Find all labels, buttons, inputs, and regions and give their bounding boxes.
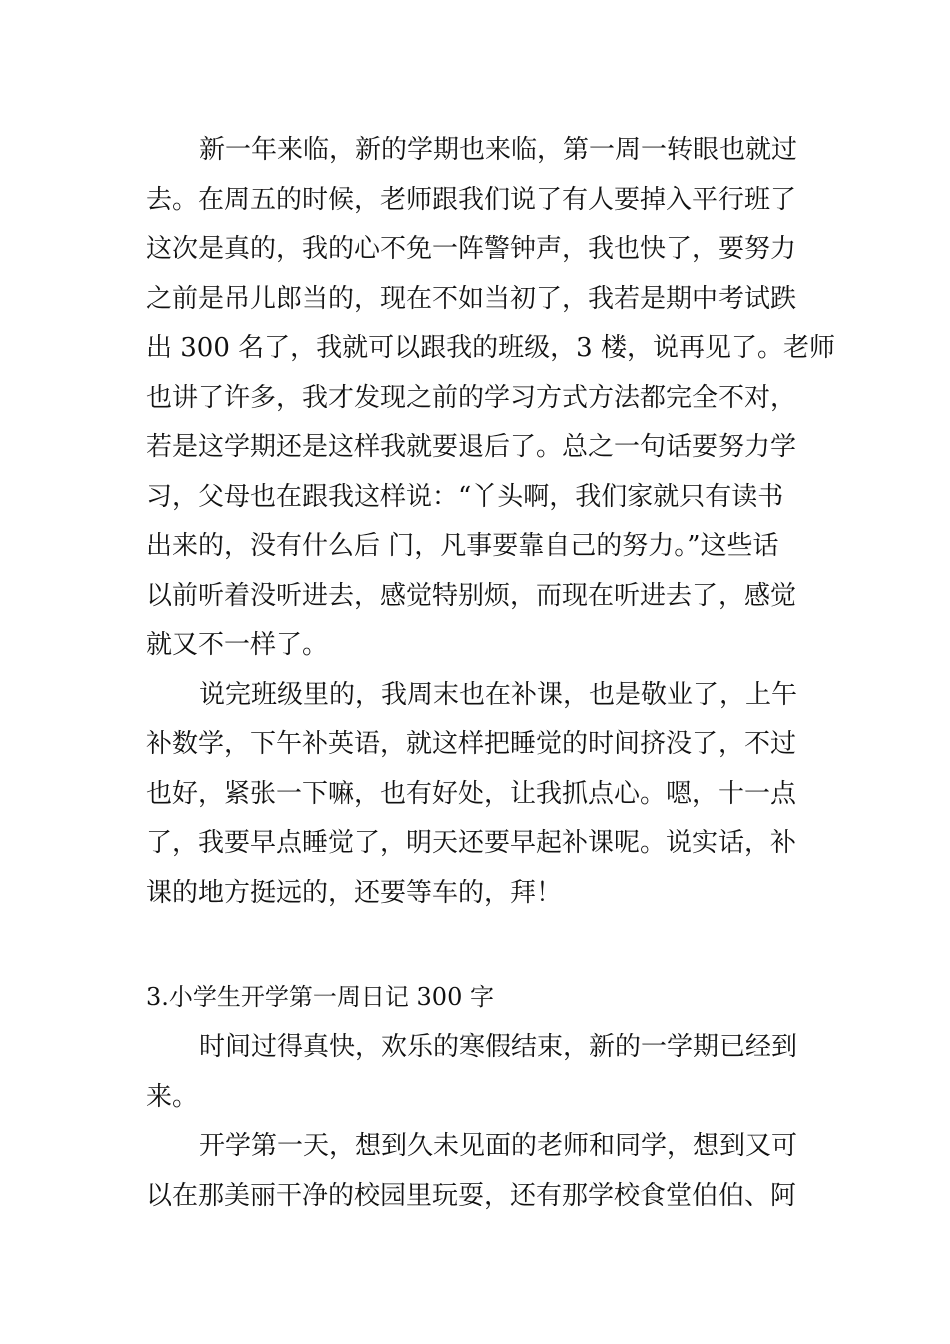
text-line: 就又不一样了。	[146, 630, 329, 660]
text-line: 出 300 名了，我就可以跟我的班级，3 楼，说再见了。老师	[146, 333, 835, 363]
paragraph-1	[146, 126, 835, 671]
paragraph-2	[146, 671, 812, 919]
paragraph-1	[146, 1023, 812, 1122]
text-line: 说完班级里的，我周末也在补课，也是敬业了，上午	[199, 679, 798, 710]
text-line: 去。在周五的时候，老师跟我们说了有人要掉入平行班了	[146, 184, 797, 215]
text-line: 习，父母也在跟我这样说：“丫头啊，我们家就只有读书	[146, 481, 784, 512]
text-line: 出来的，没有什么后 门，凡事要靠自己的努力。”这些话	[146, 531, 779, 561]
text-line: 新一年来临，新的学期也来临，第一周一转眼也就过	[199, 135, 798, 165]
text-line: 也讲了许多，我才发现之前的学习方式方法都完全不对，	[146, 382, 797, 413]
text-line: 以前听着没听进去，感觉特别烦，而现在听进去了，感觉	[146, 580, 797, 611]
text-line: 以在那美丽干净的校园里玩耍，还有那学校食堂伯伯、阿	[146, 1180, 797, 1211]
diary-entry-3-body	[146, 1023, 812, 1221]
text-line: 之前是吊儿郎当的，现在不如当初了，我若是期中考试跌	[146, 283, 797, 314]
section-heading: 3.小学生开学第一周日记 300 字	[146, 983, 494, 1011]
text-line: 这次是真的，我的心不免一阵警钟声，我也快了，要努力	[146, 234, 797, 264]
text-line: 了，我要早点睡觉了，明天还要早起补课呢。说实话，补	[146, 828, 797, 858]
paragraph-2	[146, 1122, 812, 1221]
text-line: 课的地方挺远的，还要等车的，拜！	[146, 877, 563, 908]
text-line: 补数学，下午补英语，就这样把睡觉的时间挤没了，不过	[146, 729, 797, 759]
text-line: 时间过得真快，欢乐的寒假结束，新的一学期已经到	[199, 1032, 798, 1062]
text-line: 若是这学期还是这样我就要退后了。总之一句话要努力学	[146, 432, 797, 462]
text-line: 也好，紧张一下嘛，也有好处，让我抓点心。嗯，十一点	[146, 778, 797, 809]
diary-entry-2-body	[146, 126, 835, 918]
text-line: 来。	[146, 1081, 199, 1112]
text-line: 开学第一天，想到久未见面的老师和同学，想到又可	[199, 1131, 798, 1161]
